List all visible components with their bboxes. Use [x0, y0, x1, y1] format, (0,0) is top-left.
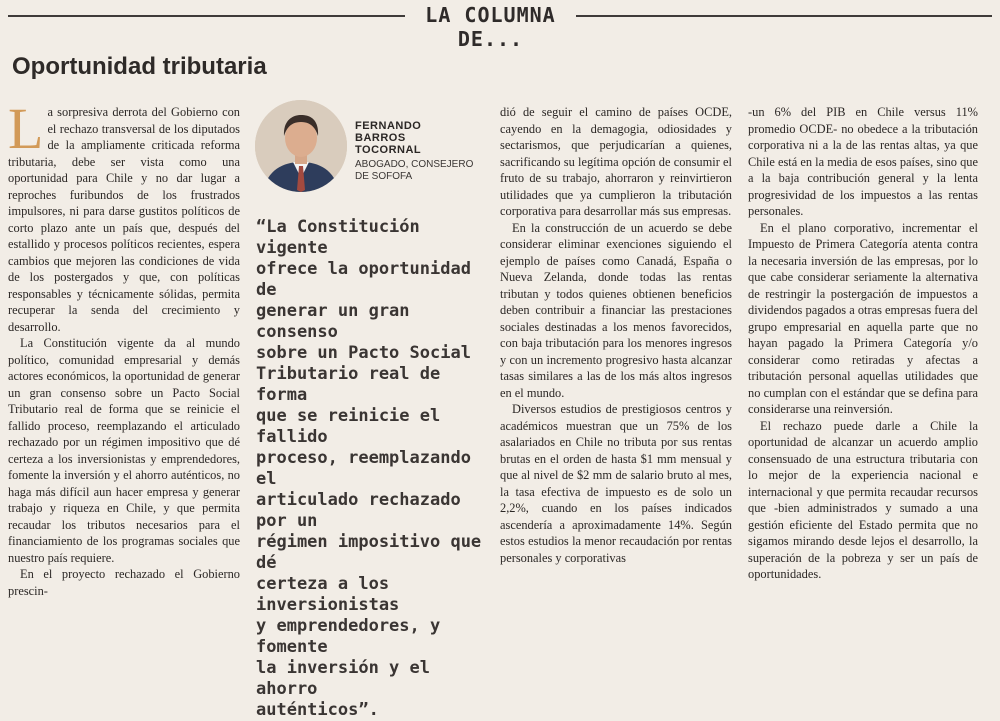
- author-byline: [355, 120, 485, 183]
- paragraph-1: [8, 96, 240, 335]
- author-name: FERNANDO BARROS TOCORNAL: [355, 120, 422, 156]
- paragraph-9: El rechazo puede darle a Chile la oportunidad de alcanzar un acuerdo amplio consensuado de una estructura tributaria con lo mejor de la experiencia nacional e internacional y que permita recaudar recursos que -bien administrados y sumado a una gestión eficiente del Estado permita que no sigamos mirando desde lejos el desarrollo, la superación de la pobreza y ser un país de oportunidades.: [748, 418, 978, 581]
- paragraph-5: En la construcción de un acuerdo se debe considerar eliminar exenciones siguiendo el ejemplo de países como Canadá, España o Nueva Zelanda, donde todas las rentas tributan y todos quienes obtienen beneficios deben contribuir a financiar las prestaciones sociales destinadas a los menos favorecidos, con baja tributación para los menores ingresos y con un incremento progresivo hasta alcanzar tasas similares a las de los más altos ingresos en el mundo.: [500, 220, 732, 400]
- dropcap: L: [8, 96, 44, 161]
- pull-quote: “La Constitución vigente ofrece la oportunidad de generar un gran consenso sobre un Pacto Social Tributario real de forma que se reinicie el fallido proceso, reemplazando el articulado rechazado por un régimen impositivo que dé certeza a los inversionistas y emprendedores, y fomente la inversión y el ahorro auténticos”.: [256, 217, 482, 720]
- paragraph-8: En el plano corporativo, incrementar el Impuesto de Primera Categoría atenta contra la necesaria inversión de las empresas, por lo que cabe considerar seriamente la alternativa de restringir la postergación de impuestos a dividendos pagados a otras empresas fuera del grupo empresarial en aquella parte que no hayan pagado la Primera Categoría y/o considerar como retiradas y afectas a tributación personal aquellas utilidades que no cumplan con el estándar que se defina para considerarse una reinversión.: [748, 220, 978, 416]
- paragraph-7: -un 6% del PIB en Chile versus 11% promedio OCDE- no obedece a la tributación corporativa ni a la de las rentas altas, ya que Chile está en la media de esos países, sino que a la baja contribución general y la lenta progresividad de los impuestos a las rentas personales.: [748, 105, 978, 218]
- section-header: [0, 0, 1000, 51]
- article-column-4: [748, 104, 978, 583]
- paragraph-4: dió de seguir el camino de países OCDE, cayendo en la demagogia, odiosidades y sectarismos, que perjudicarían a quienes, sacrificando su legítima opción de consumir el fruto de su trabajo, ahorraron y reinvirtieron utilidades que ya cumplieron la tributación corporativa para desarrollar más sus empresas.: [500, 105, 732, 218]
- paragraph-6: Diversos estudios de prestigiosos centros y académicos muestran que un 75% de los asalariados en Chile no tributa por sus rentas brutas en el orden de hasta $1 mm mensual y que al nivel de $2 mm de salario bruto al mes, la tasa efectiva de impuesto es de solo un 2,2%, cuando en los países indicados ascendería a aproximadamente 14%. Según estos estudios la menor recaudación por rentas personales y corporativas: [500, 402, 732, 565]
- paragraph-3: En el proyecto rechazado el Gobierno prescin-: [8, 567, 240, 598]
- paragraph-1-text: a sorpresiva derrota del Gobierno con el rechazo transversal de los diputados de la ampliamente criticada reforma tributaria, debe ser vista como una oportunidad para Chile y no dar lugar a reproches furibundos de los frustrados impulsores, ni para darse gustitos políticos de corto plazo ante un país que, después del estallido y procesos políticos recientes, espera cambios que mejoren las condiciones de vida de los postergados y que, con políticas responsables y técnicamente sólidas, permita recuperar la senda del crecimiento y desarrollo.: [8, 105, 240, 334]
- section-title: LA COLUMNA DE...: [425, 3, 556, 51]
- article-headline: Oportunidad tributaria: [12, 53, 267, 80]
- author-portrait-icon: [255, 100, 347, 192]
- author-role: ABOGADO, CONSEJERO DE SOFOFA: [355, 159, 474, 182]
- paragraph-2: La Constitución vigente da al mundo político, comunidad empresarial y demás actores económicos, la oportunidad de generar un gran consenso sobre un Pacto Social Tributario real de forma que se reinicie el fallido proceso, reemplazando el articulado rechazado por un régimen impositivo que dé certeza a los inversionistas y emprendedores, fomente la inversión y el ahorro auténticos, no haga más difícil aun hacer empresa y generar trabajo y riqueza en Chile, y que permita recaudar los tributos necesarios para el financiamiento de los programas sociales que nuestro país requiere.: [8, 336, 240, 565]
- article-column-3: [500, 104, 732, 566]
- article-column-1: [8, 96, 240, 599]
- header-rule-left: [8, 15, 405, 17]
- author-portrait: [255, 100, 347, 192]
- header-rule-right: [576, 15, 992, 17]
